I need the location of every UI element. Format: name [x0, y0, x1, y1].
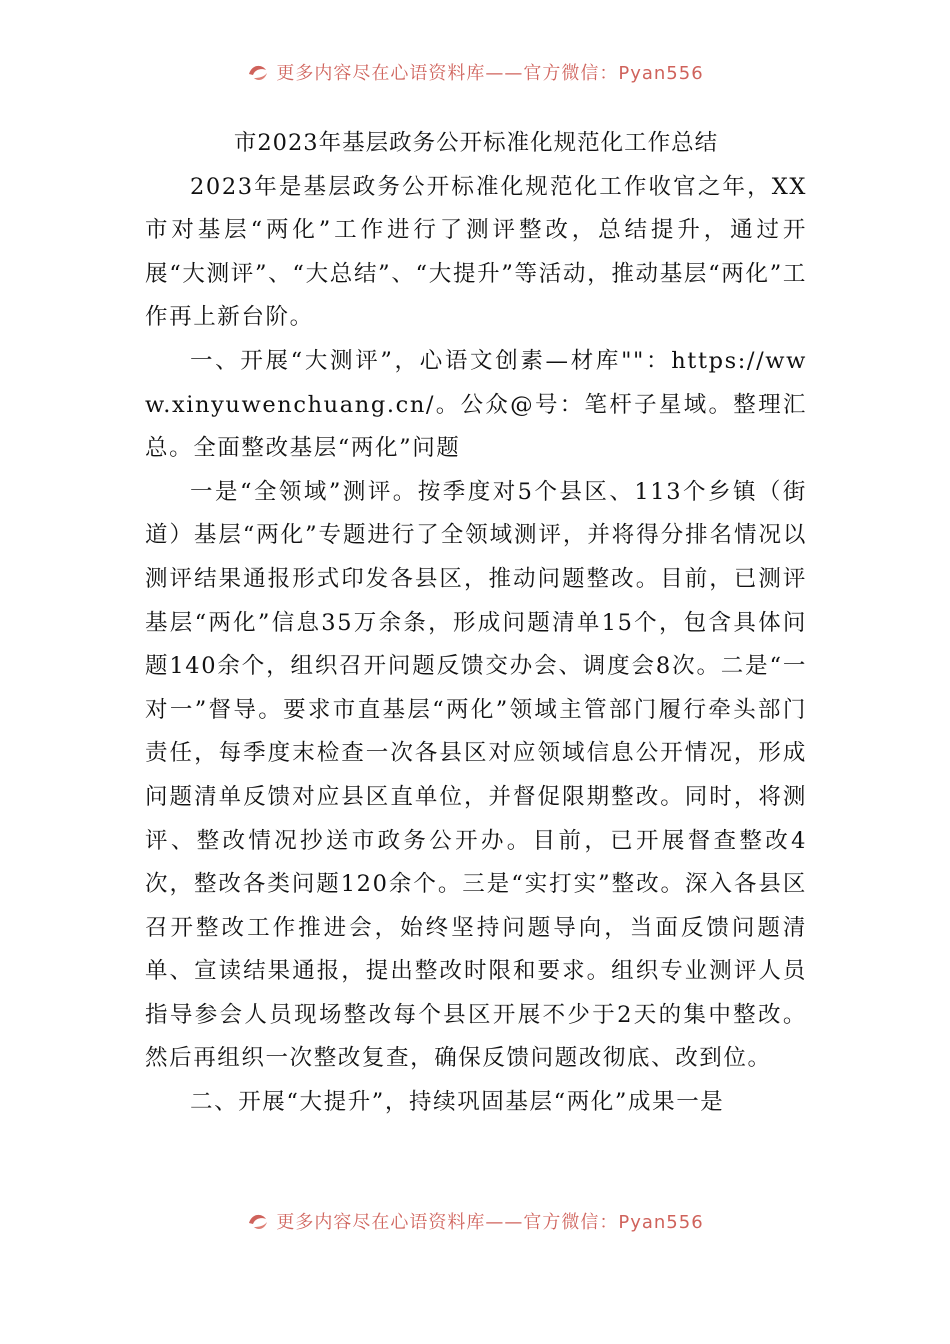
- paragraph-section-two-heading: 二、开展“大提升”，持续巩固基层“两化”成果一是: [190, 1089, 725, 1116]
- document-body: [145, 122, 807, 1125]
- watermark-logo-icon: [246, 60, 270, 84]
- watermark-text-bottom: 更多内容尽在心语资料库——官方微信：Pyan556: [276, 1212, 704, 1233]
- watermark-logo-icon: [246, 1209, 270, 1233]
- paragraph-intro: 2023年是基层政务公开标准化规范化工作收官之年，XX市对基层“两化”工作进行了测评整改，总结提升，通过开展“大测评”、“大总结”、“大提升”等活动，推动基层“两化”工作再上新台阶。: [145, 173, 807, 331]
- watermark-banner-bottom: [0, 1201, 950, 1241]
- paragraph-section-one-heading: 一、开展“大测评”，心语文创素—材库""：https://www.xinyuwenchuang.cn/。公众@号：笔杆子星域。整理汇总。全面整改基层“两化”问题: [145, 347, 807, 462]
- paragraph-section-one-body: 一是“全领域”测评。按季度对5个县区、113个乡镇（街道）基层“两化”专题进行了全领域测评，并将得分排名情况以测评结果通报形式印发各县区，推动问题整改。目前，已测评基层“两化”信息35万余条，形成问题清单15个，包含具体问题140余个，组织召开问题反馈交办会、调度会8次。二是“一对一”督导。要求市直基层“两化”领域主管部门履行牵头部门责任，每季度末检查一次各县区对应领域信息公开情况，形成问题清单反馈对应县区直单位，并督促限期整改。同时，将测评、整改情况抄送市政务公开办。目前，已开展督查整改4次，整改各类问题120余个。三是“实打实”整改。深入各县区召开整改工作推进会，始终坚持问题导向，当面反馈问题清单、宣读结果通报，提出整改时限和要求。组织专业测评人员指导参会人员现场整改每个县区开展不少于2天的集中整改。然后再组织一次整改复查，确保反馈问题改彻底、改到位。: [145, 478, 807, 1072]
- watermark-banner-top: [0, 52, 950, 92]
- document-title: 市2023年基层政务公开标准化规范化工作总结: [233, 130, 719, 156]
- watermark-text-top: 更多内容尽在心语资料库——官方微信：Pyan556: [276, 63, 704, 84]
